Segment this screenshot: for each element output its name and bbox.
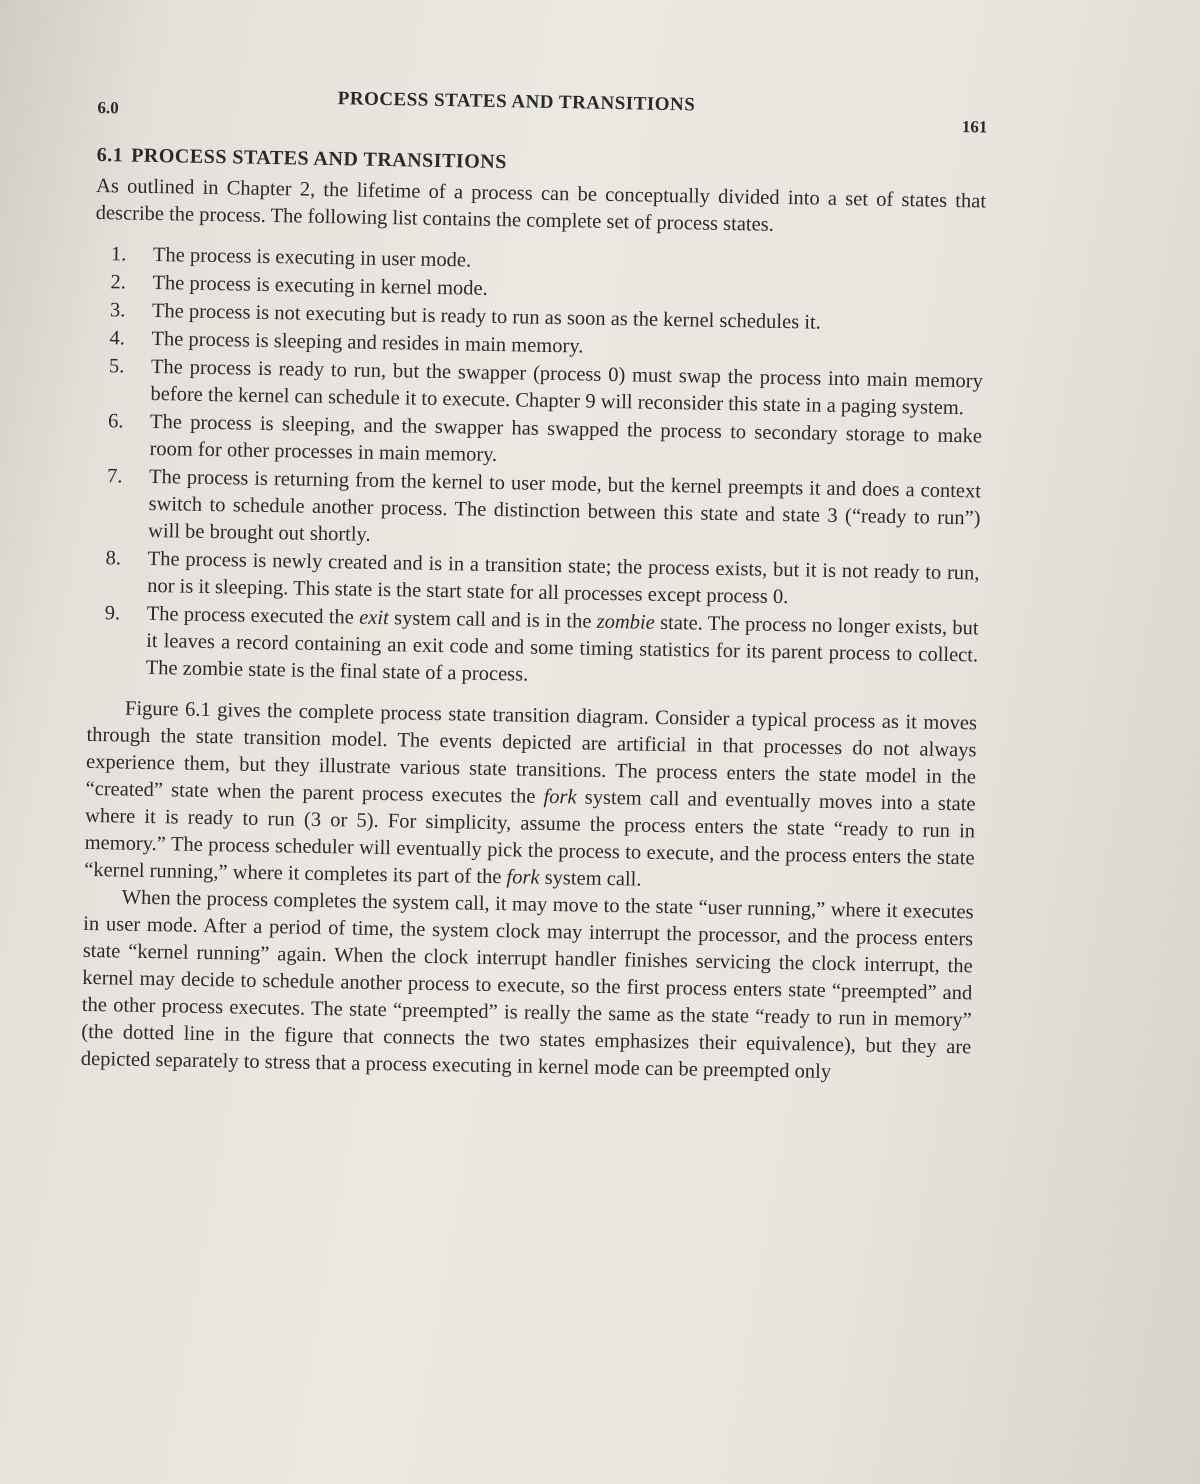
para-text-part: system call. [539, 866, 642, 891]
state-number: 4. [109, 327, 126, 350]
state-number: 7. [106, 465, 123, 488]
state-number: 2. [110, 271, 127, 294]
para-text-part: system call and eventually moves into a state where it is ready to run (3 or 5). For simplicity, assume the process enters the state “ready to run in memory.” The process scheduler will eventually pick the process to execute, and the process enters the state “kernel running,” where it completes its part of the [84, 786, 976, 889]
section-title: PROCESS STATES AND TRANSITIONS [130, 144, 508, 174]
state-number: 8. [105, 547, 122, 570]
state-text: The process is executing in kernel mode. [152, 271, 488, 300]
state-text-part: The process executed the [146, 602, 360, 629]
state-text: The process is executing in user mode. [152, 243, 472, 272]
state-text: The process is newly created and is in a transition state; the process exists, but it is not ready to run, nor is it sleeping. This state is the start state for all processes except process 0. [146, 547, 980, 609]
intro-paragraph: As outlined in Chapter 2, the lifetime of a process can be conceptually divided into a set of states that describe the process. The following list contains the complete set of process states. [95, 174, 987, 236]
state-text: The process is ready to run, but the swapper (process 0) must swap the process into main memory before the kernel can schedule it to execute. Chapter 9 will reconsider this state in a paging system. [150, 355, 984, 420]
state-number: 1. [110, 243, 127, 266]
zombie-term: zombie [596, 610, 656, 634]
process-states-list [88, 241, 986, 696]
running-head-title: PROCESS STATES AND TRANSITIONS [337, 88, 696, 116]
page-number: 161 [961, 117, 988, 137]
state-item-9 [88, 600, 979, 697]
state-text-part: state. The process no longer exists, but it leaves a record containing an exit code and some timing statistics for its parent process to collect. The zombie state is the final state of a process. [145, 611, 979, 686]
body-paragraph-1 [84, 695, 977, 900]
state-number: 9. [104, 602, 121, 625]
state-text: The process is sleeping and resides in main memory. [151, 327, 584, 358]
fork-term: fork [506, 866, 540, 889]
state-text: The process is not executing but is ready to run as soon as the kernel schedules it. [151, 299, 822, 334]
exit-term: exit [358, 606, 389, 630]
state-number: 5. [108, 355, 125, 378]
running-head [97, 80, 988, 136]
running-head-section: 6.0 [97, 97, 119, 118]
state-text: The process is returning from the kernel to user mode, but the kernel preempts it and does a context switch to schedule another process. The distinction between this state and state 3 (“ready to run”) will be brought out shortly. [147, 465, 982, 546]
state-text: The process is sleeping, and the swapper has swapped the process to secondary storage to make room for other processes in main memory. [149, 410, 983, 467]
printed-page [81, 80, 988, 1088]
state-number: 6. [107, 410, 124, 433]
state-text-part: system call and is in the [388, 607, 597, 633]
body-paragraph-2: When the process completes the system call, it may move to the state “user running,” where it executes in user mode. After a period of time, the system clock may interrupt the processor, and the process enters state “kernel running” again. When the clock interrupt handler finishes servicing the clock interrupt, the kernel may decide to schedule another process to execute, so the first process enters state “preempted” and the other process executes. The state “preempted” is really the same as the state “ready to run in memory” (the dotted line in the figure that connects the two states emphasizes their equivalence), but they are depicted separately to stress that a process executing in kernel mode can be preempted only [80, 886, 974, 1083]
section-number: 6.1 [96, 143, 124, 167]
state-number: 3. [109, 299, 126, 322]
state-item-7 [90, 463, 981, 560]
para-text-part: Figure 6.1 gives the complete process state transition diagram. Consider a typical process as it moves through the state transition model. The events depicted are artificial in that processes do not always experience them, but they illustrate various state transitions. The process enters the state model in the “created” state when the parent process executes the [85, 697, 978, 808]
fork-term: fork [543, 785, 577, 809]
